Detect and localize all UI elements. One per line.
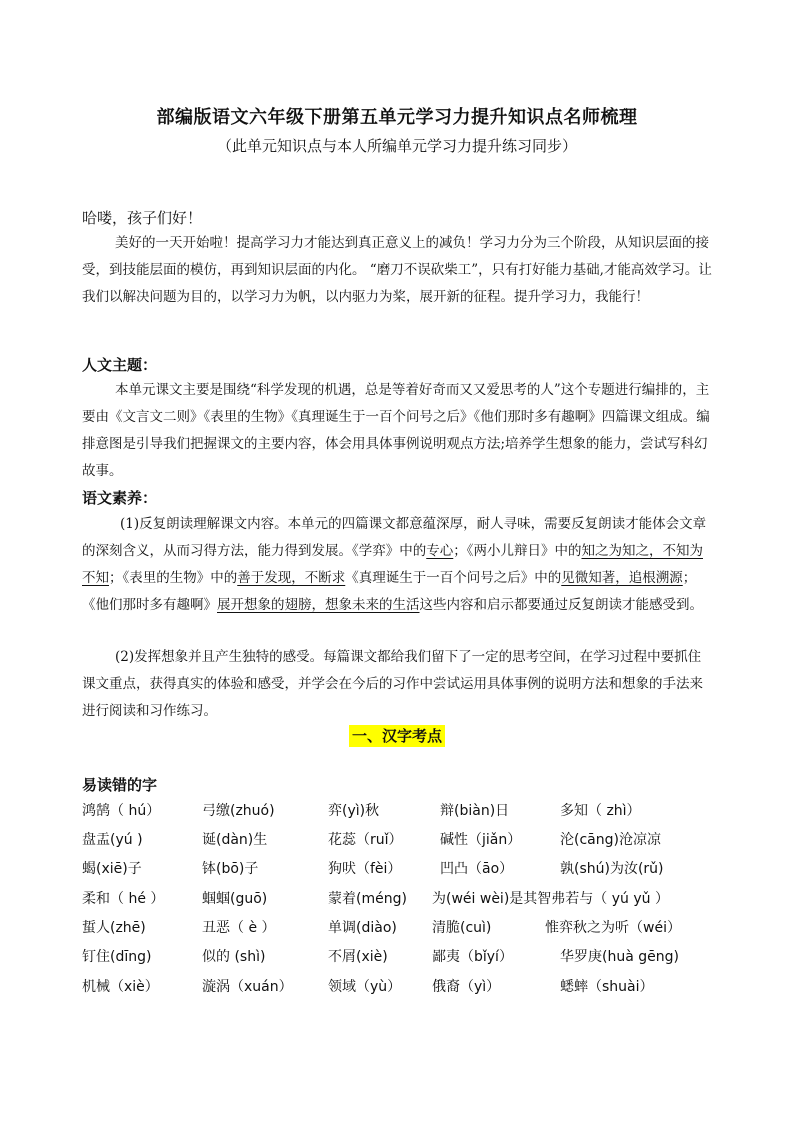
literacy-paragraph-1	[82, 511, 714, 619]
list-item: 领域（yù）	[328, 979, 402, 995]
list-item: 盘盂(yú )	[82, 832, 143, 848]
table-row	[82, 800, 722, 826]
list-item: 辩(biàn)日	[440, 803, 510, 819]
list-item: 凹凸（āo）	[440, 861, 514, 877]
literacy-heading: 语文素养：	[82, 489, 158, 507]
literacy-p1-text-3: ；《表里的生物》中的	[109, 570, 238, 586]
list-item: 沦(cāng)沧凉凉	[560, 832, 661, 848]
table-row	[82, 946, 722, 972]
list-item: 蟋蟀（shuài）	[560, 979, 654, 995]
list-item: 钉住(dīng)	[82, 949, 152, 965]
literacy-p1-text-1: (1)反复朗读理解课文内容。本单元的四篇课文都意蕴深厚，耐人寻味，需要反复朗读才能体会文章的深刻含义，从而习得方法，能力得到发展。《学弈》中的	[82, 516, 707, 559]
literacy-p1-underline-2: 知之为知之，不知为不知	[82, 543, 703, 586]
list-item: 弈(yì)秋	[328, 803, 380, 819]
list-item: 丑恶（ è ）	[202, 920, 276, 936]
list-item: 孰(shú)为汝(rǔ)	[560, 861, 664, 877]
list-item: 狗吠（fèi）	[328, 861, 402, 877]
intro-paragraph: 美好的一天开始啦！提高学习力才能达到真正意义上的减负！学习力分为三个阶段，从知识层面的接受，到技能层面的模仿，再到知识层面的内化。 “磨刀不误砍柴工”，只有打好能力基础,才能高效学习。让我们以解决问题为目的，以学习力为帆，以内驱力为桨，展开新的征程。提升学习力，我能行！	[82, 235, 712, 305]
list-item: 弓缴(zhuó)	[202, 803, 275, 819]
table-row	[82, 917, 722, 943]
page-title: 部编版语文六年级下册第五单元学习力提升知识点名师梳理	[156, 107, 638, 128]
list-item: 单调(diào)	[328, 920, 397, 936]
list-item: 机械（xiè）	[82, 979, 159, 995]
page-subtitle: （此单元知识点与本人所编单元学习力提升练习同步）	[216, 137, 577, 155]
literacy-p1-text-2: ；《两小儿辩日》中的	[453, 543, 582, 559]
list-item: 蒙着(méng)	[328, 891, 407, 907]
list-item: 诞(dàn)生	[202, 832, 268, 848]
literacy-p1-text-6: 这些内容和启示都要通过反复朗读才能感受到。	[419, 597, 703, 613]
list-item: 惟弈秋之为听（wéi）	[545, 920, 681, 936]
list-item: 花蕊（ruǐ）	[328, 832, 403, 848]
list-item: 蜇人(zhē)	[82, 920, 146, 936]
list-item: 蝈蝈(guō)	[202, 891, 268, 907]
list-item: 柔和（ hé ）	[82, 891, 165, 907]
table-row	[82, 858, 722, 884]
table-row	[82, 976, 722, 1002]
list-item: 似的 (shì)	[202, 949, 266, 965]
list-item: 漩涡（xuán）	[202, 979, 293, 995]
list-item: 不屑(xiè)	[328, 949, 388, 965]
literacy-p1-text-5: ；《他们那时多有趣啊》	[82, 570, 697, 613]
literacy-p1-underline-3: 善于发现，不断求	[237, 570, 346, 586]
list-item: 鄙夷（bǐyí）	[432, 949, 513, 965]
literacy-paragraph-2: (2)发挥想象并且产生独特的感受。每篇课文都给我们留下了一定的思考空间，在学习过程中要抓住课文重点，获得真实的体验和感受，并学会在今后的习作中尝试运用具体事例的说明方法和想象的手法来进行阅读和习作练习。	[82, 649, 703, 719]
humanities-heading: 人文主题：	[82, 356, 158, 374]
list-item: 钵(bō)子	[202, 861, 259, 877]
list-item: 蝎(xiē)子	[82, 861, 142, 877]
literacy-p1-underline-1: 专心	[426, 543, 454, 559]
list-item: 多知（ zhì）	[560, 803, 641, 819]
easy-misread-heading: 易读错的字	[82, 776, 158, 794]
humanities-paragraph: 本单元课文主要是围绕“科学发现的机遇，总是等着好奇而又又爱思考的人”这个专题进行编排的，主要由《文言文二则》《表里的生物》《真理诞生于一百个问号之后》《他们那时多有趣啊》四篇课文组成。编排意图是引导我们把握课文的主要内容，体会用具体事例说明观点方法;培养学生想象的能力，尝试写科幻故事。	[82, 382, 710, 479]
section-heading-hanzi	[0, 725, 794, 746]
literacy-p1-underline-5: 展开想象的翅膀，想象未来的生活	[217, 597, 420, 613]
list-item: 鸿鹄（ hú）	[82, 803, 161, 819]
table-row	[82, 829, 722, 855]
list-item: 华罗庚(huà gēng)	[560, 949, 679, 965]
section-heading-hanzi-text: 一、汉字考点	[349, 725, 445, 747]
list-item: 碱性（jiǎn）	[440, 832, 522, 848]
literacy-p1-underline-4: 见微知著，追根溯源	[561, 570, 683, 586]
table-row	[82, 888, 722, 914]
literacy-p1-text-4: 《真理诞生于一百个问号之后》中的	[345, 570, 562, 586]
list-item: 清脆(cuì)	[432, 920, 492, 936]
list-item: 俄裔（yì）	[432, 979, 501, 995]
greeting: 哈喽，孩子们好！	[82, 209, 203, 227]
list-item: 为(wéi wèi)是其智弗若与（ yú yǔ ）	[432, 891, 669, 907]
